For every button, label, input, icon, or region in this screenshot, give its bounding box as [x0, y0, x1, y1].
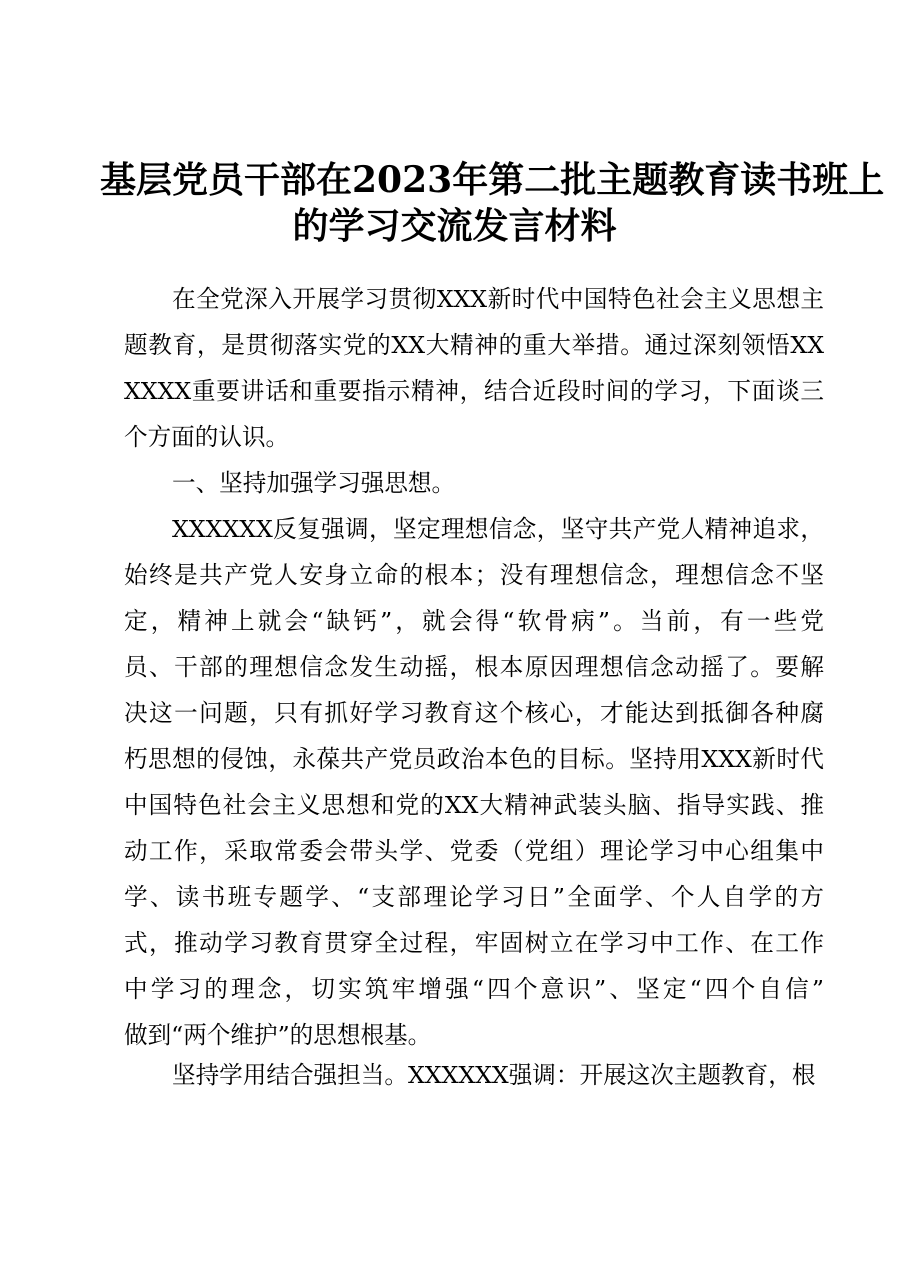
document-title-line-2: 的学习交流发言材料 [292, 205, 617, 247]
section-1-line: 决这一问题，只有抓好学习教育这个核心，才能达到抵御各种腐 [124, 699, 824, 727]
intro-line: 题教育，是贯彻落实党的XX大精神的重大举措。通过深刻领悟XX [124, 331, 824, 359]
section-1-line: 始终是共产党人安身立命的根本；没有理想信念，理想信念不坚 [124, 561, 824, 589]
section-2-heading: 坚持学用结合强担当。 [172, 1061, 408, 1089]
section-1-line: 中学习的理念，切实筑牢增强“四个意识”、坚定“四个自信” [124, 975, 824, 1003]
section-1-heading: 一、坚持加强学习强思想。 [172, 469, 456, 497]
section-2-line: XXXXXX强调：开展这次主题教育，根 [407, 1061, 816, 1089]
section-1-line: 定，精神上就会“缺钙”，就会得“软骨病”。当前，有一些党 [124, 607, 824, 635]
intro-line: XXXX重要讲话和重要指示精神，结合近段时间的学习，下面谈三 [124, 377, 824, 405]
section-1-line: XXXXXX反复强调，坚定理想信念，坚守共产党人精神追求， [172, 515, 824, 543]
section-1-line: 动工作，采取常委会带头学、党委（党组）理论学习中心组集中 [124, 837, 824, 865]
section-1-line: 员、干部的理想信念发生动摇，根本原因理想信念动摇了。要解 [124, 653, 824, 681]
section-1-line: 做到“两个维护”的思想根基。 [124, 1021, 432, 1049]
section-1-line: 式，推动学习教育贯穿全过程，牢固树立在学习中工作、在工作 [124, 929, 824, 957]
section-1-line: 中国特色社会主义思想和党的XX大精神武装头脑、指导实践、推 [124, 791, 824, 819]
intro-line: 个方面的认识。 [124, 423, 290, 451]
intro-line: 在全党深入开展学习贯彻XXX新时代中国特色社会主义思想主 [172, 285, 824, 313]
document-title-line-1: 基层党员干部在2023年第二批主题教育读书班上 [100, 159, 885, 201]
section-2-first-line [172, 1059, 816, 1092]
section-1-line: 朽思想的侵蚀，永葆共产党员政治本色的目标。坚持用XXX新时代 [124, 745, 824, 773]
section-1-line: 学、读书班专题学、“支部理论学习日”全面学、个人自学的方 [124, 883, 824, 911]
